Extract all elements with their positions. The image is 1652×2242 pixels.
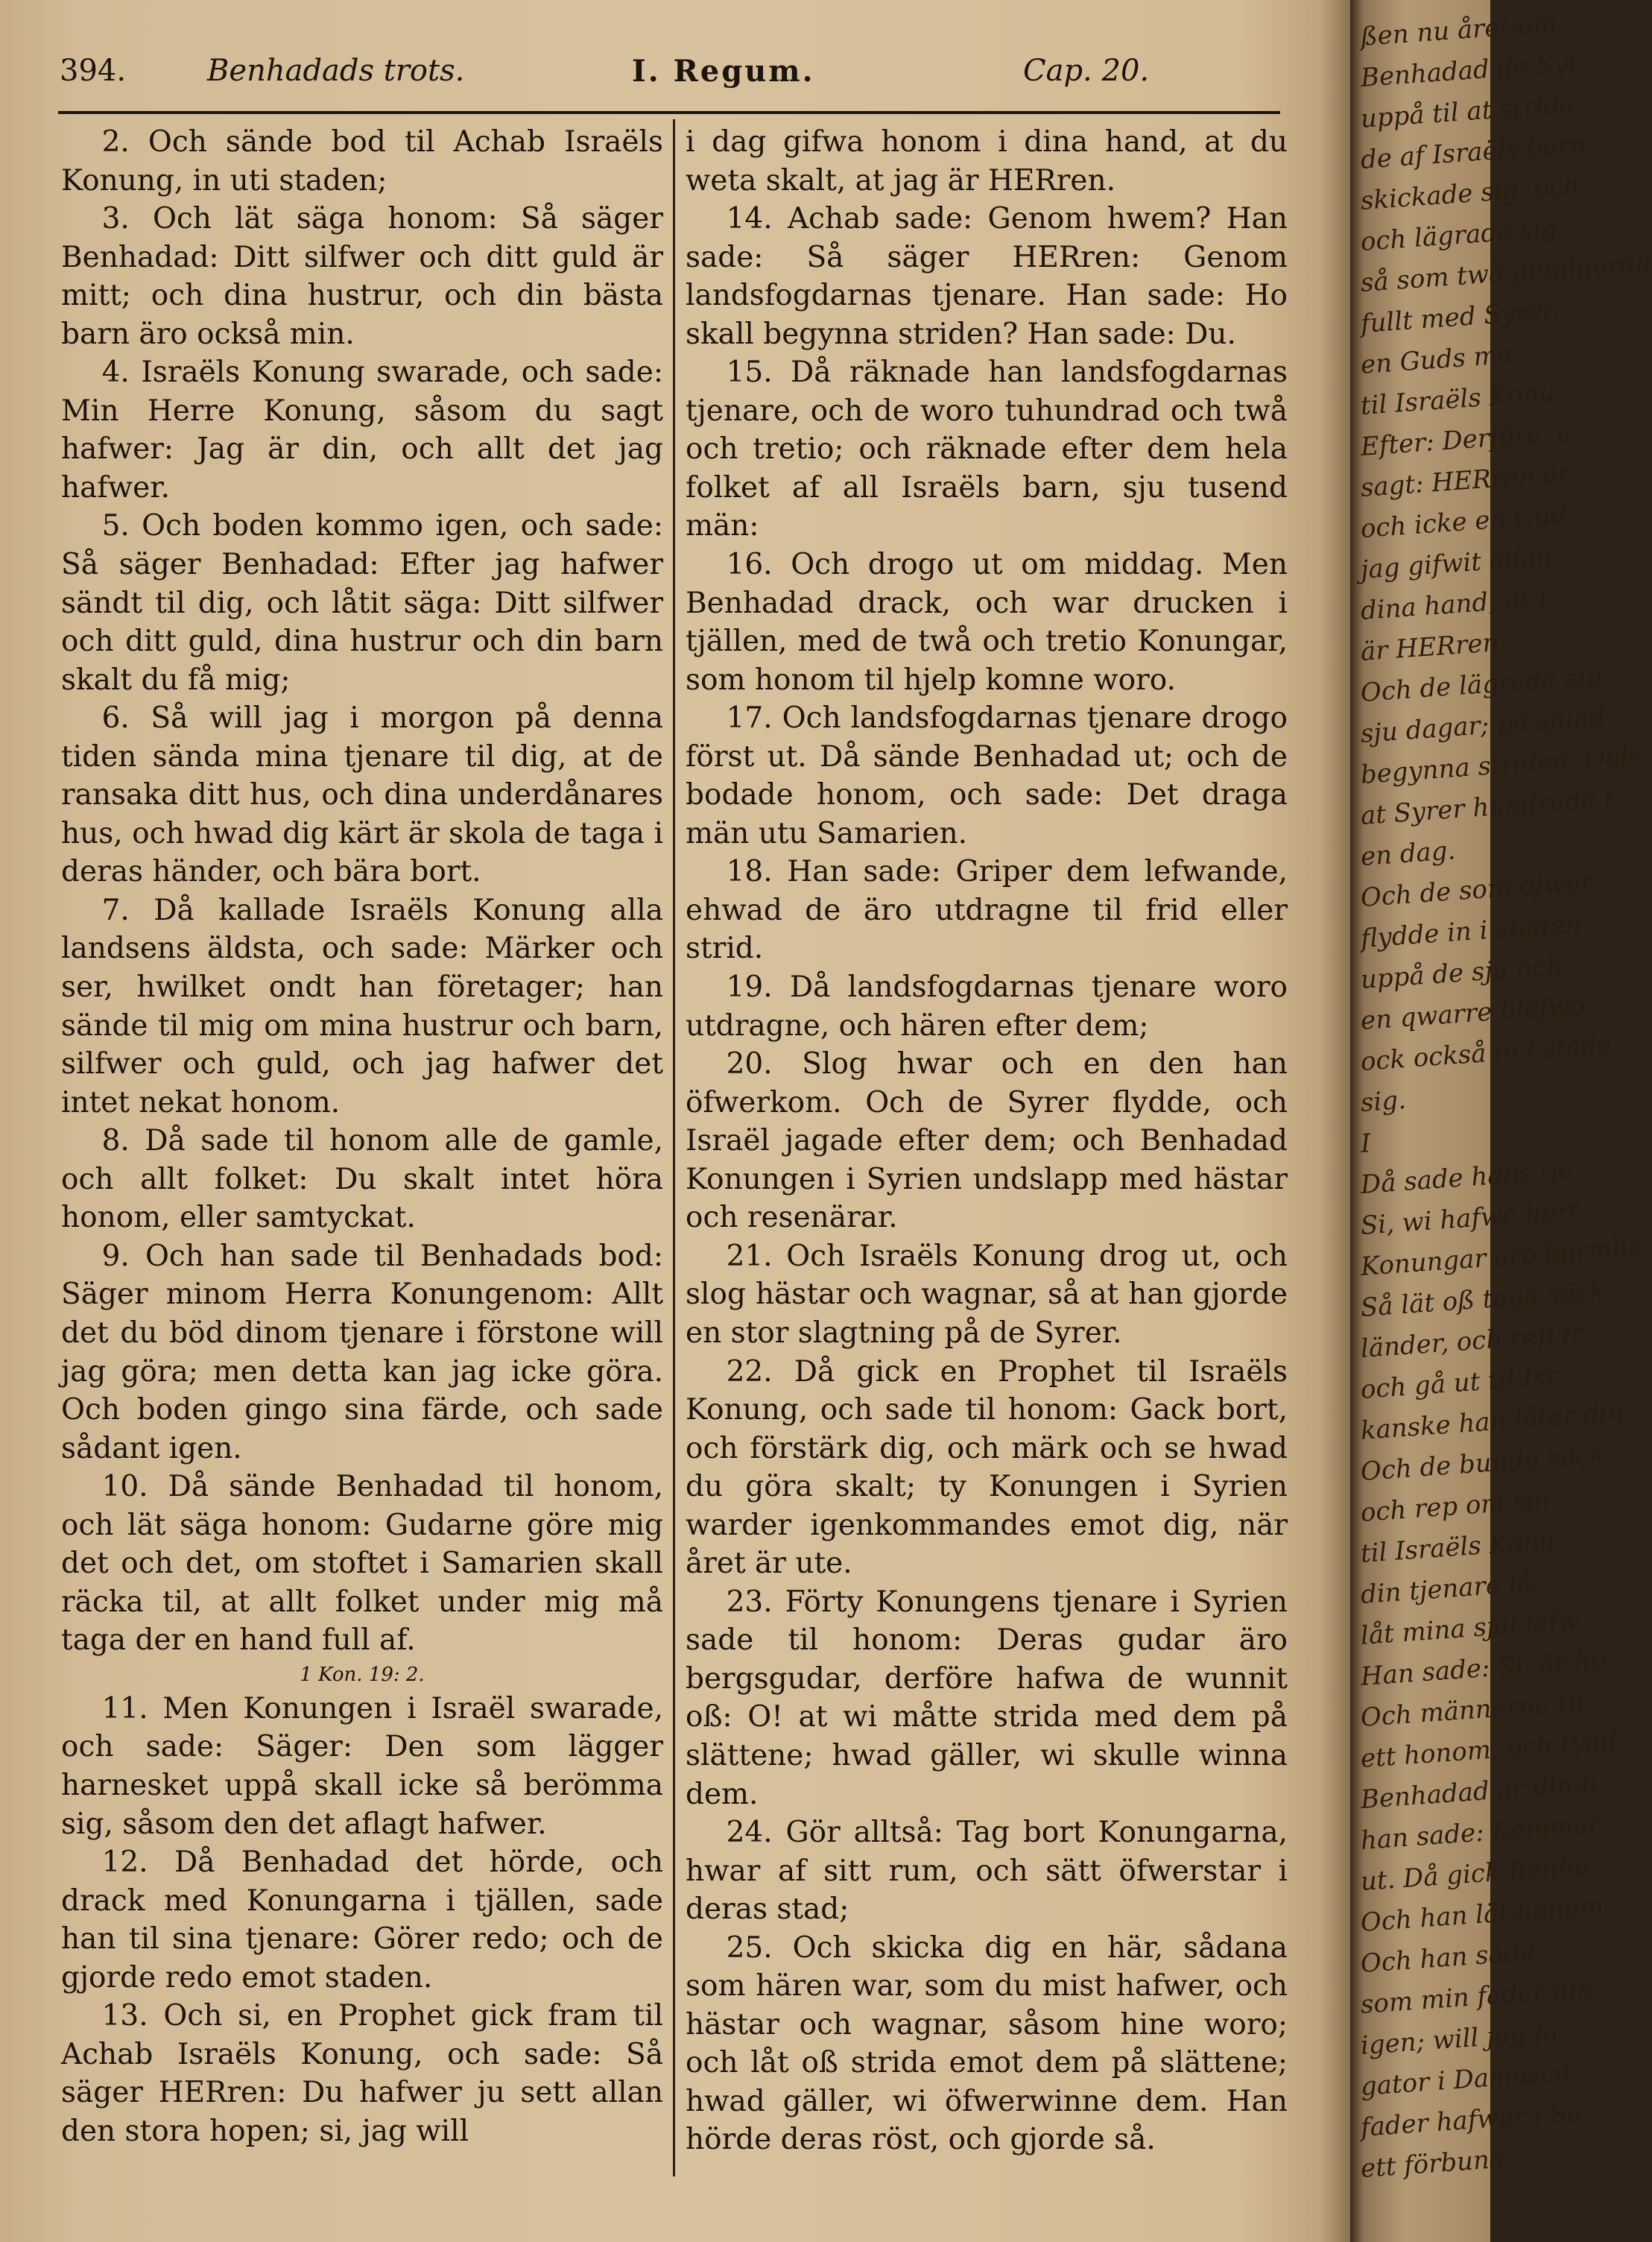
adjacent-page-line: en qwarre blefwo. <box>1359 990 1595 1036</box>
verse-v2: 2. Och sände bod til Achab Israëls Konung, in uti staden; <box>61 125 663 198</box>
verse-v13b: i dag gifwa honom i dina hand, at du weta skalt, at jag är HERren. <box>686 125 1288 198</box>
adjacent-page-line: ett honom, och tydd <box>1359 1725 1619 1774</box>
adjacent-page-line: Och han lät honom <box>1359 1891 1605 1938</box>
adjacent-page-line: igen; will jag fa <box>1359 2017 1560 2061</box>
book-title: I. Regum. <box>632 54 815 89</box>
adjacent-page-line: til Israëls Konu <box>1359 377 1557 421</box>
adjacent-page-line: Och han sade <box>1359 1936 1536 1979</box>
adjacent-page-line: ßen nu året om <box>1359 8 1558 52</box>
cross-reference-note: 1 Kon. 19: 2. <box>300 1663 425 1686</box>
verse-v15: 15. Då räknade han landsfogdarnas tjenare, och de woro tuhundrad och twå och tretio; och räknade efter dem hela folket af all Israëls barn, sju tusend män: <box>686 356 1288 543</box>
adjacent-page-line: Han sade: Si, är ho <box>1359 1645 1607 1692</box>
adjacent-page-line: och lägrade sig <box>1359 213 1559 257</box>
verse-v21: 21. Och Israëls Konung drog ut, och slog hästar och wagnar, så at han gjorde en stor slagtning på de Syrer. <box>686 1239 1288 1350</box>
adjacent-page-line: at Syrer hundrade t <box>1359 783 1615 831</box>
adjacent-page-line: kanske han låter din <box>1359 1398 1624 1446</box>
adjacent-page-line: som min fader din <box>1359 1974 1595 2020</box>
verse-v7: 7. Då kallade Israëls Konung alla landsens äldsta, och sade: Märker och ser, hwilket ondt han företager; han sände til mig om mina hustrur och barn, silfwer och guld, och jag hafwer det intet nekat honom. <box>61 893 663 1120</box>
running-topic: Benhadads trots. <box>207 54 465 88</box>
verse-v10: 10. Då sände Benhadad til honom, och lät säga honom: Gudarne göre mig det och det, om stoftet i Samarien skall räcka til, at allt folket under mig må taga der en hand full af. <box>61 1470 663 1658</box>
adjacent-page-line: är HERren. <box>1359 627 1508 667</box>
adjacent-page-line: ock också in i stade <box>1359 1029 1613 1077</box>
adjacent-page-line: Benhadad de Syr <box>1359 48 1581 93</box>
adjacent-page-line: fader hafwer i Sa <box>1359 2097 1583 2143</box>
verse-v12: 12. Då Benhadad det hörde, och drack med Konungarna i tjällen, sade han til sina tjenare: Görer redo; och de gjorde redo emot staden. <box>61 1845 663 1995</box>
verse-v18: 18. Han sade: Griper dem lefwande, ehwad de äro utdragne til frid eller strid. <box>686 855 1288 966</box>
verse-v19: 19. Då landsfogdarnas tjenare woro utdragne, och hären efter dem; <box>686 970 1288 1043</box>
adjacent-page-line: dina hand, at I <box>1359 583 1549 626</box>
adjacent-page-line: ett förbund <box>1359 2144 1507 2184</box>
adjacent-page-line: gator i Damasco <box>1359 2057 1572 2102</box>
verse-v9: 9. Och han sade til Benhadads bod: Säger minom Herra Konungenom: Allt det du böd dinom tjenare i förstone will jag göra; men detta kan jag icke göra. Och boden gingo sina färde, och sade sådant igen. <box>61 1239 663 1465</box>
verse-v4: 4. Israëls Konung swarade, och sade: Min Herre Konung, såsom du sagt hafwer: Jag är din, och allt det jag hafwer. <box>61 356 663 505</box>
adjacent-page-line: Benhadad är din b <box>1359 1768 1598 1815</box>
adjacent-page-line: länder, och rep fr <box>1359 1319 1584 1364</box>
verse-v13: 13. Och si, en Prophet gick fram til Achab Israëls Konung, och sade: Så säger HERren: Du hafwer ju sett allan den stora hopen; si, jag will <box>61 1999 663 2148</box>
adjacent-page-line: en Guds ma <box>1359 339 1514 380</box>
adjacent-page-line: Då sade hans tje <box>1359 1155 1575 1200</box>
left-column <box>61 123 663 2150</box>
adjacent-page-line: Si, wi hafwe hört <box>1359 1196 1580 1241</box>
page-number: 394. <box>60 54 127 88</box>
adjacent-page-line: Och männerne to <box>1359 1687 1584 1733</box>
verse-v23: 23. Förty Konungens tjenare i Syrien sade til honom: Deras gudar äro bergsgudar, derföre hafwa de wunnit oß: O! at wi måtte strida med dem på slättene; hwad gäller, wi skulle winna dem. <box>686 1585 1288 1811</box>
adjacent-page-line: sig. <box>1359 1084 1408 1118</box>
verse-v5: 5. Och boden kommo igen, och sade: Så säger Benhadad: Efter jag hafwer sändt til dig, och låtit säga: Ditt silfwer och ditt guld, dina hustrur och din barn skalt du få mig; <box>61 509 663 697</box>
adjacent-page-line: flydde in i staden. <box>1359 908 1591 954</box>
adjacent-page-line: jag gifwit allan <box>1359 542 1554 585</box>
verse-v16: 16. Och drogo ut om middag. Men Benhadad drack, och war drucken i tjällen, med de twå och tretio Konungar, som honom til hjelp komne woro. <box>686 548 1288 697</box>
adjacent-page-line: til Israëls Konu <box>1359 1525 1557 1569</box>
adjacent-page-line: och rep om sin <box>1359 1485 1551 1528</box>
adjacent-page-fragment <box>1350 0 1652 2242</box>
column-divider <box>673 119 675 2176</box>
adjacent-page-line: han sade: Kommer <box>1359 1809 1602 1856</box>
adjacent-page-line: ut. Då gick Benha <box>1359 1851 1591 1897</box>
verse-v8: 8. Då sade til honom alle de gamle, och allt folket: Du skalt intet höra honom, eller samtyckat. <box>61 1124 663 1235</box>
adjacent-page-line: en dag. <box>1359 836 1457 872</box>
verse-v25: 25. Och skicka dig en här, sådana som hären war, som du mist hafwer, och hästar och wagnar, såsom hine woro; och låt oß strida emot dem på slättene; hwad gäller, wi öfwerwinne dem. Han hörde deras röst, och gjorde så. <box>686 1930 1288 2157</box>
adjacent-page-line: begynna striden. Och <box>1359 741 1637 790</box>
chapter-label: Cap. 20. <box>1023 54 1150 88</box>
adjacent-page-line: uppå til at strida <box>1359 89 1576 134</box>
adjacent-page-line: och gå ut til Isr <box>1359 1361 1559 1405</box>
adjacent-page-line: Så lät oß taga säck <box>1359 1276 1606 1323</box>
verse-v11: 11. Men Konungen i Israël swarade, och sade: Säger: Den som lägger harnesket uppå skall icke så berömma sig, såsom den det aflagt hafwer. <box>61 1691 663 1841</box>
adjacent-page-line: Och de lägrade sig <box>1359 661 1604 708</box>
verse-v24: 24. Gör alltså: Tag bort Konungarna, hwar af sitt rum, och sätt öfwerstar i deras stad; <box>686 1816 1288 1927</box>
header-rule <box>58 111 1280 114</box>
verse-v3: 3. Och lät säga honom: Så säger Benhadad: Ditt silfwer och ditt guld är mitt; och dina hustrur, och din bästa barn äro också min. <box>61 202 663 351</box>
adjacent-page-line: låt mina själ lefw <box>1359 1605 1581 1651</box>
adjacent-page-line: Och de som öfwer <box>1359 867 1594 913</box>
verse-v22: 22. Då gick en Prophet til Israëls Konung, och sade til honom: Gack bort, och förstärk dig, och märk och se hwad du göra skalt; ty Konungen i Syrien warder igenkommandes emot dig, när året är ute. <box>686 1354 1288 1581</box>
adjacent-page-line: och icke en Gud <box>1359 499 1569 544</box>
adjacent-page-line: så som twå getahjorda <box>1359 247 1652 298</box>
adjacent-page-line: Konungar äro barmhe <box>1359 1232 1645 1282</box>
adjacent-page-line: din tjenare lå <box>1359 1567 1534 1610</box>
right-column <box>686 123 1288 2159</box>
adjacent-page-line: skickade sig, och <box>1359 171 1581 216</box>
adjacent-page-line: de af Israëls barn <box>1359 129 1587 175</box>
running-header <box>58 48 1280 107</box>
adjacent-page-line: fullt med Syrer. <box>1359 295 1561 339</box>
verse-v20: 20. Slog hwar och en den han öfwerkom. Och de Syrer flydde, och Israël jagade efter dem; och Benhadad Konungen i Syrien undslapp med hästar och resenärar. <box>686 1047 1288 1235</box>
verse-v17: 17. Och landsfogdarnas tjenare drogo först ut. Då sände Benhadad ut; och de bodade honom, och sade: Det draga män utu Samarien. <box>686 701 1288 850</box>
adjacent-page-line: I <box>1359 1128 1372 1159</box>
verse-v14: 14. Achab sade: Genom hwem? Han sade: Så säger HERren: Genom landsfogdarnas tjenare. Han sade: Ho skall begynna striden? Han sade: Du. <box>686 202 1288 351</box>
adjacent-page-line: Och de bundo säck <box>1359 1440 1606 1487</box>
adjacent-page-line: sagt: HERren är <box>1359 458 1571 503</box>
verse-v6: 6. Så will jag i morgon på denna tiden sända mina tjenare til dig, at de ransaka ditt hus, och dina underdånares hus, och hwad dig kärt är skola de taga i deras händer, och bära bort. <box>61 701 663 889</box>
adjacent-page-line: sju dagar; på sjund <box>1359 702 1607 749</box>
adjacent-page-line: Efter: Derföre, e <box>1359 417 1574 462</box>
adjacent-page-line: uppå de sju och <box>1359 951 1564 995</box>
